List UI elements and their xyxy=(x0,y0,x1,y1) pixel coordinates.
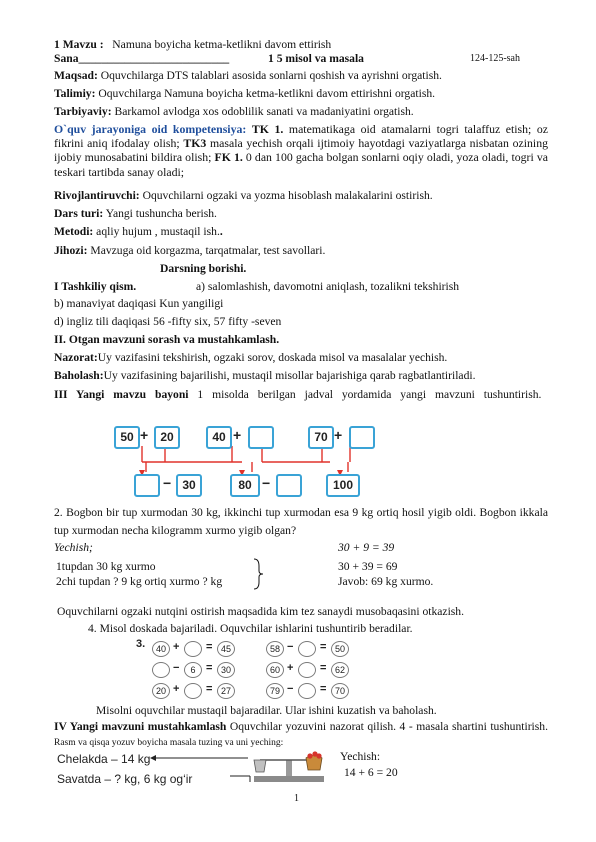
section-1-label: I Tashkiliy qism. xyxy=(54,280,137,293)
sana-blank: __________________________ xyxy=(78,52,230,65)
meta-text: Oquvchilarga Namuna boyicha ketma-ketlikni davom ettirishni orgatish. xyxy=(95,87,436,100)
section-4-small: Rasm va qisqa yozuv boyicha masala tuzing va uni yeching: xyxy=(54,738,284,748)
diagram-box: 80 xyxy=(230,474,260,497)
diagram-box: 100 xyxy=(326,474,360,497)
number-circle: 27 xyxy=(217,683,235,699)
section-3-label: III Yangi mavzu bayoni xyxy=(54,388,189,401)
meta-label: Metodi: xyxy=(54,225,94,238)
diagram-blank-box[interactable] xyxy=(276,474,302,497)
plus-sign: + xyxy=(140,427,149,443)
plus-sign: + xyxy=(233,427,242,443)
section-1-text: a) salomlashish, davomotni aniqlash, tozalikni tekshirish xyxy=(196,280,460,293)
number-circle: 40 xyxy=(152,641,170,657)
op-sign: − xyxy=(287,683,294,695)
number-circle: 62 xyxy=(331,662,349,678)
sana-label: Sana xyxy=(54,52,79,65)
meta-text: aqliy hujum , mustaqil ish. xyxy=(93,225,220,238)
equals-sign: = xyxy=(206,683,213,695)
section-4-text: Oquvchilar yozuvini nazorat qilish. 4 - masala shartini tushuntirish. xyxy=(226,720,548,733)
number-circle: 79 xyxy=(266,683,284,699)
blank-circle[interactable] xyxy=(184,683,202,699)
problem-2-eq2: 30 + 39 = 69 xyxy=(338,560,398,573)
diagram-box: 50 xyxy=(114,426,140,449)
blank-circle[interactable] xyxy=(298,662,316,678)
meta-text: Oquvchilarni ogzaki va yozma hisoblash malakalarini ostirish. xyxy=(139,189,433,202)
exercise-4-line: 4. Misol doskada bajariladi. Oquvchilar ishlarini tushuntirib beradilar. xyxy=(88,622,413,635)
shop-yechish: Yechish: xyxy=(340,750,381,763)
diagram-box: 70 xyxy=(308,426,334,449)
blank-circle[interactable] xyxy=(184,641,202,657)
shop-line-2: Savatda – ? kg, 6 kg og‘ir xyxy=(57,772,193,786)
number-circle: 60 xyxy=(266,662,284,678)
plus-sign: + xyxy=(334,427,343,443)
equals-sign: = xyxy=(206,662,213,674)
equals-sign: = xyxy=(206,641,213,653)
meta-text: Yangi tushuncha berish. xyxy=(103,207,217,220)
section-4-paragraph xyxy=(54,720,548,750)
lesson-heading: Darsning borishi. xyxy=(160,262,247,275)
page-number: 1 xyxy=(294,793,299,804)
blank-circle[interactable] xyxy=(298,683,316,699)
equals-sign: = xyxy=(320,662,327,674)
blank-circle[interactable] xyxy=(152,662,170,678)
brace-icon xyxy=(252,558,266,590)
meta-label: Tarbiyaviy: xyxy=(54,105,112,118)
shop-line-1: Chelakda – 14 kg xyxy=(57,752,151,766)
meta-label: Jihozi: xyxy=(54,244,88,257)
problem-2-text: 2. Bogbon bir tup xurmodan 30 kg, ikkinchi tup xurmodan esa 9 kg ortiq hosil yigib oldi. Bogbon ikkala tup xurmodan necha kilogramm xurmo yigib olgan? xyxy=(54,506,548,537)
baholash-text: Uy vazifasining bajarilishi, mustaqil misollar bajarishiga qarab ragbatlantiriladi. xyxy=(103,369,476,382)
diagram-box: 20 xyxy=(154,426,180,449)
scale-illustration xyxy=(150,748,330,784)
number-circle: 20 xyxy=(152,683,170,699)
competence-label: O`quv jarayoniga oid kompetensiya: xyxy=(54,122,247,136)
number-circle: 30 xyxy=(217,662,235,678)
nazorat-text: Uy vazifasini tekshirish, ogzaki sorov, doskada misol va masalalar yechish. xyxy=(97,351,448,364)
line-b: b) manaviyat daqiqasi Kun yangiligi xyxy=(54,297,224,310)
topic-label: 1 Mavzu : xyxy=(54,38,104,51)
section-2-title: II. Otgan mavzuni sorash va mustahkamlash. xyxy=(54,333,280,346)
section-4-label: IV Yangi mavzuni mustahkamlash xyxy=(54,720,227,733)
number-circle: 6 xyxy=(184,662,202,678)
meta-tail: . xyxy=(219,225,223,238)
baholash-label: Baholash: xyxy=(54,369,104,382)
meta-text: Barkamol avlodga xos odoblilik sanati va madaniyatini orgatish. xyxy=(111,105,414,118)
section-3-text: 1 misolda berilgan jadval yordamida yangi mavzuni tushuntirish. xyxy=(188,388,542,401)
exercise-3-number: 3. xyxy=(136,638,146,650)
number-circle: 70 xyxy=(331,683,349,699)
op-sign: − xyxy=(287,641,294,653)
meta-text: Oquvchilarga DTS talablari asosida sonlarni qoshish va ayrishni orgatish. xyxy=(97,69,442,82)
diagram-box: 40 xyxy=(206,426,232,449)
meta-label: Dars turi: xyxy=(54,207,104,220)
fk1-label: FK 1. xyxy=(214,150,243,165)
problem-2-tup2: 2chi tupdan ? 9 kg ortiq xurmo ? kg xyxy=(56,575,223,588)
topic-text: Namuna boyicha ketma-ketlikni davom ettirish xyxy=(112,38,332,51)
number-circle: 45 xyxy=(217,641,235,657)
op-sign: − xyxy=(173,662,180,674)
competence-text-1: matematikaga oid atamalarni togri talaffuz etish; oz fikrini aniq ifodalay olish; xyxy=(54,122,549,151)
diagram-blank-box[interactable] xyxy=(134,474,160,497)
sub-topic: 1 5 misol va masala xyxy=(268,52,364,65)
meta-label: Rivojlantiruvchi: xyxy=(54,189,140,202)
nazorat-label: Nazorat: xyxy=(54,351,98,364)
meta-label: Talimiy: xyxy=(54,87,96,100)
independent-line: Misolni oquvchilar mustaqil bajaradilar. Ular ishini kuzatish va baholash. xyxy=(96,704,437,717)
line-d: d) ingliz tili daqiqasi 56 -fifty six, 57 fifty -seven xyxy=(54,315,282,328)
equals-sign: = xyxy=(320,641,327,653)
op-sign: + xyxy=(287,662,294,674)
equals-sign: = xyxy=(320,683,327,695)
diagram-box: 30 xyxy=(176,474,202,497)
minus-sign: − xyxy=(262,475,271,491)
oral-line: Oquvchilarni ogzaki nutqini ostirish maqsadida kim tez sanaydi musobaqasini otkazish. xyxy=(57,605,464,618)
tk3-label: TK3 xyxy=(183,136,207,151)
op-sign: + xyxy=(173,683,180,695)
blank-circle[interactable] xyxy=(298,641,316,657)
tk1-label: TK 1. xyxy=(251,122,284,136)
competence-text-3: 0 dan 100 gacha bolgan sonlarni oqiy oladi, yoza oladi, togri va teskari tartibda sanay oladi; xyxy=(54,150,548,179)
shop-equation: 14 + 6 = 20 xyxy=(344,766,398,779)
problem-2-javob: Javob: 69 kg xurmo. xyxy=(338,575,434,588)
meta-label: Maqsad: xyxy=(54,69,98,82)
op-sign: + xyxy=(173,641,180,653)
diagram-blank-box[interactable] xyxy=(248,426,274,449)
problem-2-yechish: Yechish; xyxy=(54,541,93,554)
diagram-blank-box[interactable] xyxy=(349,426,375,449)
competence-text-2: masala yechish orqali ijtimoiy hayotdagi vaziyatlarga nisbatan ozining ijobiy munosabatini bildira olish; xyxy=(54,136,548,165)
minus-sign: − xyxy=(163,475,172,491)
number-circle: 58 xyxy=(266,641,284,657)
number-circle: 50 xyxy=(331,641,349,657)
problem-2-tup1: 1tupdan 30 kg xurmo xyxy=(56,560,156,573)
meta-text: Mavzuga oid korgazma, tarqatmalar, test savollari. xyxy=(87,244,326,257)
pages-ref: 124-125-sah xyxy=(470,53,520,64)
problem-2-eq1: 30 + 9 = 39 xyxy=(338,541,395,554)
